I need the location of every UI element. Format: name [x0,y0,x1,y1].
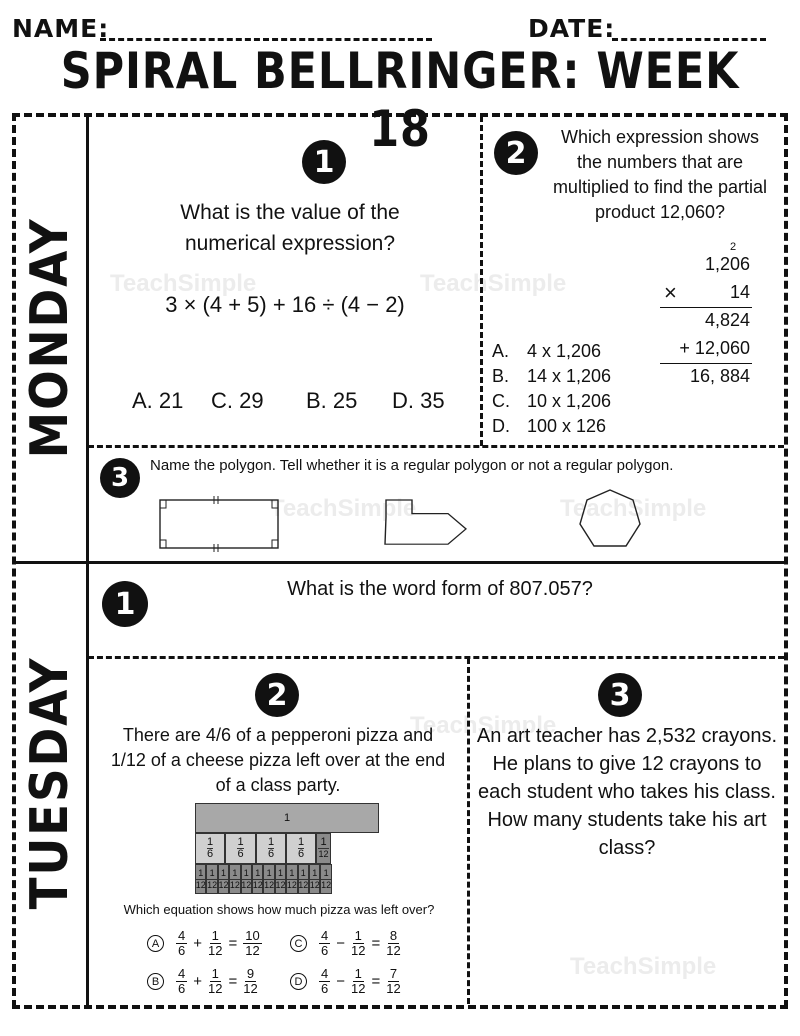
equals-sign: = [228,935,238,952]
cell-num: 1 [277,867,283,878]
cell-num: 1 [209,867,215,878]
model-cell-sixth [195,833,225,864]
numerator: 4 [321,928,329,943]
cell-num: 1 [323,867,329,878]
monday-q1-choice-d[interactable]: D. 35 [392,388,445,413]
model-cell-twelfth [320,864,331,894]
monday-col-divider [480,116,483,446]
model-cell-sixth [286,833,316,864]
numerator: 7 [389,966,398,981]
cell-den: 12 [252,879,263,890]
denominator: 12 [208,943,223,958]
watermark: TeachSimple [410,712,557,739]
multiplication-sign: × [664,280,677,305]
cell-den: 6 [297,848,305,860]
question-number-badge: 2 [255,673,299,717]
numerator: 1 [354,966,362,981]
cell-num: 1 [320,836,327,848]
cell-den: 12 [298,879,309,890]
numerator: 4 [178,966,186,981]
cell-den: 12 [264,879,275,890]
numerator: 10 [245,928,260,943]
operator: + [193,973,202,990]
date-blank[interactable] [612,38,766,41]
denominator: 6 [321,943,329,958]
cell-num: 1 [300,867,306,878]
model-cell-sixth [225,833,256,864]
question-number-badge: 3 [598,673,642,717]
monday-q2-choice-c[interactable]: 10 x 1,206 [527,391,612,411]
tuesday-col-divider [467,658,470,1004]
model-cell-twelfth [241,864,252,894]
denominator: 12 [245,943,260,958]
cell-num: 1 [237,836,244,848]
monday-q2-choice-letter: C. [492,391,510,411]
multiplication-line4: + 12,060 [679,338,750,358]
multiplication-line2: 14 [729,282,750,302]
watermark: TeachSimple [560,495,707,522]
model-cell-twelfth [263,864,274,894]
cell-den: 12 [309,879,320,890]
denominator: 6 [178,981,186,996]
monday-q3-question: Name the polygon. Tell whether it is a regular polygon or not a regular polygon. [150,457,674,474]
cell-den: 12 [318,849,329,859]
monday-q2-question: Which expression shows the numbers that are multiplied to find the partial product 12,060? [552,127,768,222]
watermark: TeachSimple [270,495,417,522]
cell-den: 12 [321,879,332,890]
day-label-tuesday: TUESDAY [20,656,80,910]
tuesday-q2-option-a[interactable] [147,929,264,958]
monday-q2-choice-letter: B. [492,366,510,386]
multiplication-line1: 1,206 [704,254,750,274]
tuesday-q3-question: An art teacher has 2,532 crayons. He plans to give 12 crayons to each student who takes his class. How many students take his art class? [476,725,778,859]
option-letter: B [147,973,164,990]
polygons-figure [150,488,790,560]
monday-q2-choice-letter: D. [492,416,510,436]
tuesday-row-divider [88,656,784,659]
monday-row-divider [88,445,784,448]
tuesday-q2-option-d[interactable] [290,967,403,996]
cell-den: 12 [286,879,297,890]
denominator: 12 [351,943,366,958]
fraction [386,929,400,958]
option-letter: D [290,973,307,990]
option-letter: A [147,935,164,952]
monday-q2-choice-letter: A. [492,341,510,361]
name-label: NAME: [12,14,110,43]
equals-sign: = [371,935,381,952]
tuesday-q2-option-c[interactable] [290,929,403,958]
fraction [386,967,400,996]
model-cell-twelfth [206,864,217,894]
monday-q1-question: What is the value of the numerical expression? [180,201,400,255]
heptagon-shape [580,490,640,546]
monday-q1-expression: 3 × (4 + 5) + 16 ÷ (4 − 2) [165,292,405,317]
monday-q1-choice-a[interactable]: A. 21 [132,388,184,413]
cell-den: 6 [206,848,214,860]
denominator: 12 [351,981,366,996]
frame-bottom [12,1005,788,1009]
monday-q2-choice-b[interactable]: 14 x 1,206 [527,366,612,386]
model-cell-sixth [256,833,286,864]
tuesday-q2-subquestion: Which equation shows how much pizza was left over? [123,902,435,917]
model-cell-twelfth [309,864,320,894]
watermark: TeachSimple [570,953,717,980]
fraction [208,929,222,958]
cell-den: 12 [229,879,240,890]
numerator: 8 [389,928,398,943]
fraction [243,967,257,996]
question-number-badge: 1 [102,581,148,627]
day-label-monday: MONDAY [20,217,80,459]
pentagon-shape [385,500,466,544]
numerator: 4 [178,928,186,943]
question-number-badge: 1 [302,140,346,184]
fraction [351,929,365,958]
cell-den: 6 [237,848,244,860]
fraction [176,929,187,958]
cell-num: 1 [232,867,238,878]
model-cell-twelfth [218,864,229,894]
cell-num: 1 [297,836,305,848]
day-column-divider [86,115,89,1005]
multiplication-line3: 4,824 [704,310,750,330]
page-title: SPIRAL BELLRINGER: WEEK 18 [60,42,740,158]
cell-num: 1 [266,867,272,878]
model-cell-twelfth [298,864,309,894]
cell-num: 1 [198,867,204,878]
fraction [243,929,261,958]
cell-den: 12 [207,879,218,890]
tuesday-q2-option-b[interactable] [147,967,260,996]
option-letter: C [290,935,307,952]
equals-sign: = [371,973,381,990]
cell-den: 12 [275,879,286,890]
watermark: TeachSimple [110,270,257,297]
multiplication-line5: 16, 884 [689,366,750,386]
model-cell-twelfth [195,864,206,894]
tuesday-q2-question: There are 4/6 of a pepperoni pizza and 1/12 of a cheese pizza left over at the end of a class party. [110,725,446,795]
model-cell-twelfth [229,864,240,894]
model-cell-twelfth [316,833,331,864]
fraction [319,929,330,958]
denominator: 12 [386,943,401,958]
question-number-badge: 3 [100,458,140,498]
date-label: DATE: [528,14,616,43]
frame-top [12,113,788,117]
cell-num: 1 [289,867,295,878]
monday-q1-choice-b[interactable]: B. 25 [306,388,358,413]
fraction [351,967,365,996]
model-cell-twelfth [275,864,286,894]
numerator: 9 [246,966,255,981]
fraction [319,967,330,996]
watermark: TeachSimple [420,270,567,297]
denominator: 6 [178,943,186,958]
cell-num: 1 [312,867,318,878]
cell-num: 1 [206,836,214,848]
question-number-badge: 2 [494,131,538,175]
day-divider [14,561,786,564]
multiplication-carry: 2 [730,241,737,253]
cell-den: 12 [195,879,206,890]
monday-q2-choice-d[interactable]: 100 x 126 [527,416,607,436]
cell-num: 1 [267,836,275,848]
model-cell-twelfth [286,864,297,894]
denominator: 12 [386,981,401,996]
numerator: 1 [211,928,219,943]
rectangle-shape [160,496,278,552]
multiplication-rule [660,363,752,364]
operator: − [336,935,345,952]
cell-den: 12 [218,879,229,890]
fraction-model-whole: 1 [195,803,379,833]
tuesday-q1-question: What is the word form of 807.057? [287,578,593,600]
multiplication-rule [660,307,752,308]
monday-q1-choice-c[interactable]: C. 29 [211,388,264,413]
numerator: 1 [211,966,219,981]
denominator: 12 [243,981,258,996]
cell-num: 1 [220,867,226,878]
name-blank[interactable] [100,38,432,41]
cell-den: 12 [241,879,252,890]
equals-sign: = [228,973,238,990]
operator: + [193,935,202,952]
monday-q2-choice-a[interactable]: 4 x 1,206 [527,341,602,361]
numerator: 4 [321,966,329,981]
denominator: 12 [208,981,223,996]
cell-num: 1 [243,867,249,878]
denominator: 6 [321,981,329,996]
fraction [208,967,222,996]
model-cell-twelfth [252,864,263,894]
fraction [176,967,187,996]
cell-den: 6 [267,848,275,860]
cell-num: 1 [255,867,261,878]
numerator: 1 [354,928,362,943]
fraction-model-twelfths-row [195,864,335,894]
operator: − [336,973,345,990]
